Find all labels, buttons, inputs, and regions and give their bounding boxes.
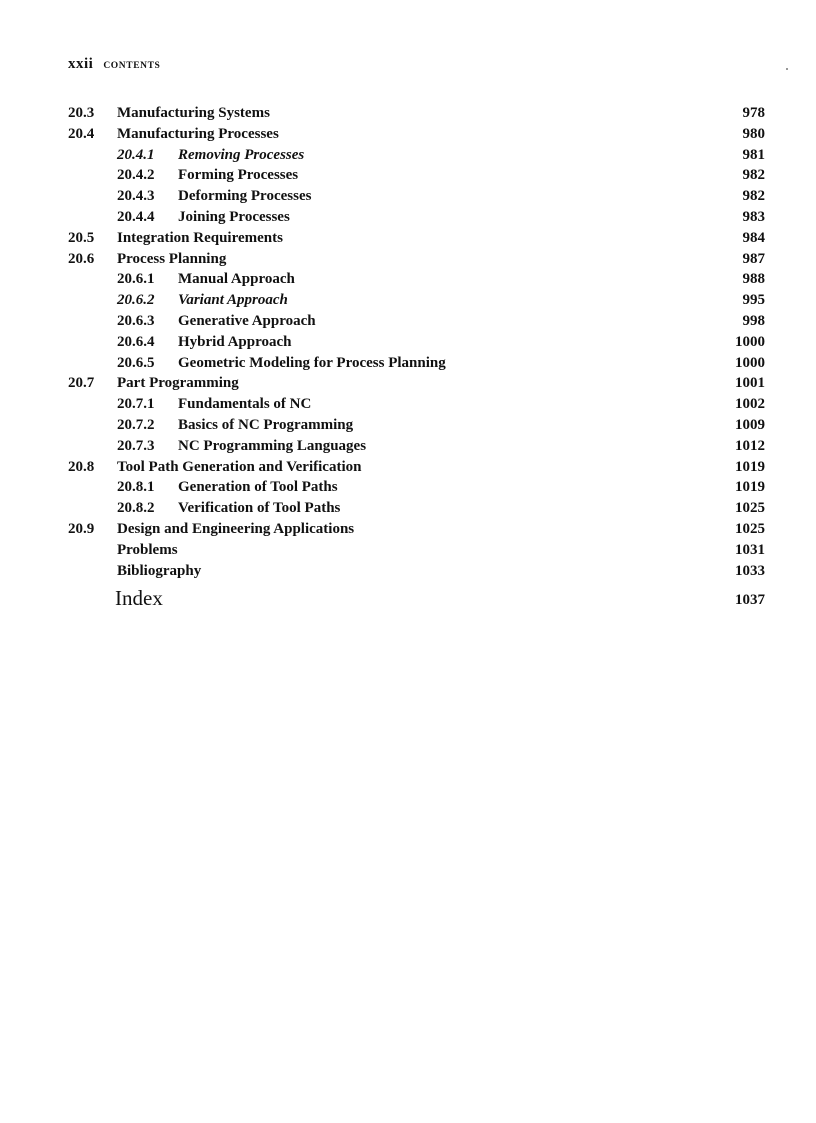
toc-page: 1019 bbox=[735, 458, 765, 475]
toc-page: 1000 bbox=[735, 354, 765, 371]
toc-entry-index bbox=[68, 582, 765, 614]
toc-page: 980 bbox=[742, 125, 765, 142]
toc-title: Manufacturing Processes bbox=[117, 125, 279, 142]
toc-page: 1000 bbox=[735, 333, 765, 350]
toc-entry-20-3 bbox=[68, 103, 765, 124]
toc-page: 1009 bbox=[735, 416, 765, 433]
toc-title: Fundamentals of NC bbox=[178, 396, 312, 413]
toc-entry-20-8-2 bbox=[68, 498, 765, 519]
toc-title: NC Programming Languages bbox=[178, 437, 367, 454]
toc-title: Removing Processes bbox=[178, 146, 305, 163]
toc-number: 20.4.3 bbox=[117, 188, 155, 205]
toc-entry-bibliography bbox=[68, 561, 765, 582]
toc-page: 981 bbox=[742, 146, 765, 163]
toc-title: Hybrid Approach bbox=[178, 333, 292, 350]
toc-entry-20-7-2 bbox=[68, 415, 765, 436]
toc-entry-20-8-1 bbox=[68, 477, 765, 498]
toc-page: 1012 bbox=[735, 437, 765, 454]
toc-page: 1025 bbox=[735, 500, 765, 517]
toc-entry-20-7-1 bbox=[68, 394, 765, 415]
toc-page: 995 bbox=[742, 292, 765, 309]
toc-title: Problems bbox=[117, 541, 178, 558]
toc-page: 1025 bbox=[735, 520, 765, 537]
toc-entry-20-6 bbox=[68, 249, 765, 270]
toc-title: Verification of Tool Paths bbox=[178, 500, 341, 517]
toc-number: 20.6.5 bbox=[117, 354, 155, 371]
page-number: xxii bbox=[68, 56, 94, 72]
toc-entry-20-4-3 bbox=[68, 186, 765, 207]
toc-title: Design and Engineering Applications bbox=[117, 520, 355, 537]
toc-entry-20-6-1 bbox=[68, 269, 765, 290]
toc-entry-20-8 bbox=[68, 457, 765, 478]
index-page: 1037 bbox=[735, 592, 765, 609]
running-head: CONTENTS bbox=[103, 61, 161, 71]
toc-title: Bibliography bbox=[117, 562, 202, 579]
toc-page: 984 bbox=[742, 229, 765, 246]
toc-title: Integration Requirements bbox=[117, 229, 283, 246]
toc-entry-20-7 bbox=[68, 373, 765, 394]
toc-title: Manual Approach bbox=[178, 271, 295, 288]
toc-title: Forming Processes bbox=[178, 167, 299, 184]
toc-number: 20.4 bbox=[68, 125, 95, 142]
toc-title: Tool Path Generation and Verification bbox=[117, 458, 362, 475]
toc-number: 20.7 bbox=[68, 375, 95, 392]
toc-entry-20-6-5 bbox=[68, 353, 765, 374]
toc-page: 1019 bbox=[735, 479, 765, 496]
toc-entry-20-4-4 bbox=[68, 207, 765, 228]
toc-entry-problems bbox=[68, 540, 765, 561]
toc-entry-20-7-3 bbox=[68, 436, 765, 457]
toc-entry-20-6-3 bbox=[68, 311, 765, 332]
toc-entry-20-4-1 bbox=[68, 145, 765, 166]
toc-entry-20-6-2 bbox=[68, 290, 765, 311]
toc-page: 978 bbox=[742, 105, 765, 121]
toc-page: 1033 bbox=[735, 562, 765, 579]
toc-number: 20.8.2 bbox=[117, 500, 155, 517]
toc-page: 1002 bbox=[735, 396, 765, 413]
toc-number: 20.7.1 bbox=[117, 396, 155, 413]
toc-number: 20.6.1 bbox=[117, 271, 155, 288]
toc-number: 20.4.4 bbox=[117, 208, 155, 225]
toc-page: 982 bbox=[742, 188, 765, 205]
scan-speck bbox=[786, 68, 788, 70]
toc-page: 1001 bbox=[735, 375, 765, 392]
toc-number: 20.7.2 bbox=[117, 416, 155, 433]
toc-page: 1031 bbox=[735, 541, 765, 558]
toc-title: Variant Approach bbox=[178, 292, 288, 309]
toc-title: Generative Approach bbox=[178, 312, 316, 329]
toc-title: Process Planning bbox=[117, 250, 227, 267]
toc-title: Part Programming bbox=[117, 375, 239, 392]
toc-entry-20-6-4 bbox=[68, 332, 765, 353]
toc-number: 20.3 bbox=[68, 105, 95, 121]
table-of-contents bbox=[68, 103, 765, 614]
toc-page: 982 bbox=[742, 167, 765, 184]
toc-number: 20.4.1 bbox=[117, 146, 155, 163]
toc-title: Geometric Modeling for Process Planning bbox=[178, 354, 446, 371]
toc-page: 987 bbox=[742, 250, 765, 267]
toc-title: Basics of NC Programming bbox=[178, 416, 354, 433]
toc-entry-20-4-2 bbox=[68, 165, 765, 186]
toc-number: 20.8.1 bbox=[117, 479, 155, 496]
toc-title: Joining Processes bbox=[178, 208, 290, 225]
toc-title: Deforming Processes bbox=[178, 188, 312, 205]
toc-page: 998 bbox=[742, 312, 765, 329]
toc-number: 20.6.2 bbox=[117, 292, 155, 309]
toc-number: 20.7.3 bbox=[117, 437, 155, 454]
toc-number: 20.8 bbox=[68, 458, 95, 475]
toc-number: 20.6.3 bbox=[117, 312, 155, 329]
toc-number: 20.5 bbox=[68, 229, 95, 246]
toc-page: 988 bbox=[742, 271, 765, 288]
toc-entry-20-5 bbox=[68, 228, 765, 249]
toc-number: 20.9 bbox=[68, 520, 95, 537]
toc-page: 983 bbox=[742, 208, 765, 225]
toc-title: Manufacturing Systems bbox=[117, 105, 270, 121]
toc-title: Generation of Tool Paths bbox=[178, 479, 338, 496]
toc-entry-20-4 bbox=[68, 124, 765, 145]
page-header bbox=[68, 56, 160, 73]
index-title: Index bbox=[115, 586, 163, 611]
toc-entry-20-9 bbox=[68, 519, 765, 540]
toc-number: 20.6 bbox=[68, 250, 95, 267]
toc-number: 20.6.4 bbox=[117, 333, 155, 350]
toc-number: 20.4.2 bbox=[117, 167, 155, 184]
